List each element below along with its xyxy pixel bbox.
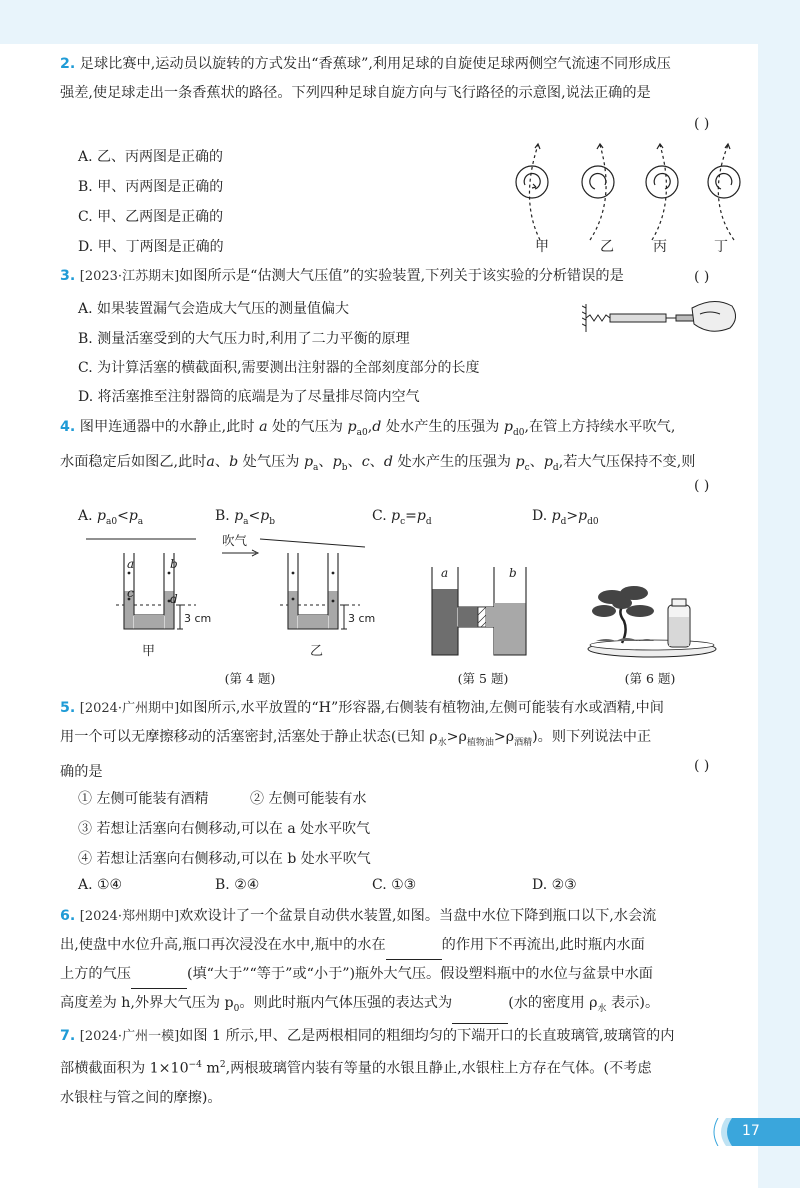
- q5-line2g: )。则下列说法中正: [532, 729, 652, 745]
- q7-line3: 水银柱与管之间的摩擦)。: [60, 1089, 222, 1106]
- q6-line4f: 表示)。: [606, 995, 660, 1011]
- q2-label-ding: 丁: [714, 239, 728, 255]
- page-number: 17: [742, 1123, 760, 1139]
- q4-var-c2: c: [361, 453, 370, 470]
- q5-number: 5.: [60, 700, 76, 716]
- q3-option-a: A. 如果装置漏气会造成大气压的测量值偏大: [78, 301, 350, 317]
- q2-label-bing: 丙: [653, 239, 667, 255]
- question-3: [60, 262, 750, 291]
- q4-fig-jia-label: 甲: [142, 644, 156, 659]
- q6-line4c: 。则此时瓶内气体压强的表达式为: [239, 995, 453, 1011]
- q7-sup-exp: −4: [188, 1060, 202, 1070]
- q4-var-a2: a: [206, 453, 215, 470]
- top-band: [0, 0, 800, 44]
- page-number-tab: [712, 1118, 800, 1146]
- q4-sub-d0: d0: [512, 427, 525, 438]
- q3-syringe-figure: [582, 294, 742, 340]
- q5-item-3: ③ 若想让活塞向右侧移动,可以在 a 处水平吹气: [78, 821, 371, 837]
- q5-item-2: ② 左侧可能装有水: [250, 791, 367, 807]
- q4-var-pa0: p: [347, 419, 357, 435]
- q6-line3b: (填“大于”“等于”或“小于”)瓶外大气压。假设塑料瓶中的水位与盆景中水面: [186, 966, 653, 982]
- q7-sup-2: 2: [219, 1060, 226, 1070]
- q6-line3a: 上方的气压: [60, 966, 131, 982]
- q4-option-c-label: C.: [372, 508, 387, 524]
- q3-option-c: C. 为计算活塞的横截面积,需要测出注射器的全部刻度部分的长度: [78, 360, 480, 376]
- q4-text-2b: 处气压为: [242, 453, 300, 470]
- q4-text-1b: 处的气压为: [272, 419, 343, 435]
- q6-sub-water: 水: [597, 1003, 607, 1014]
- q5-fig-label-a: a: [441, 566, 449, 580]
- q4-var-a: a: [259, 419, 268, 435]
- q5-sub-alcohol: 酒精: [514, 737, 533, 748]
- q5-line1: 如图所示,水平放置的“H”形容器,右侧装有植物油,左侧可能装有水或酒精,中间: [179, 700, 664, 716]
- q4-blow-arrow: [222, 549, 262, 557]
- q4-text-2d: ,若大气压保持不变,则: [558, 453, 696, 470]
- q3-number: 3.: [60, 268, 76, 284]
- q2-answer-paren: ( ): [694, 116, 710, 132]
- question-5: [60, 694, 750, 787]
- q7-line2c: m: [201, 1060, 220, 1077]
- q4-fig-label-d: d: [170, 592, 178, 606]
- q6-sub-0: 0: [233, 1003, 240, 1014]
- q6-source-tag: [2024·郑州期中]: [79, 909, 180, 924]
- q2-label-yi: 乙: [600, 239, 614, 255]
- q4-fig-yi-cm: 3 cm: [348, 612, 376, 625]
- question-7: [60, 1022, 750, 1113]
- q3-source-tag: [2023·江苏期末]: [79, 269, 180, 284]
- q2-option-a: A. 乙、丙两图是正确的: [78, 149, 224, 165]
- q6-line1: 欢欢设计了一个盆景自动供水装置,如图。当盘中水位下降到瓶口以下,水会流: [179, 908, 657, 924]
- q3-option-d: D. 将活塞推至注射器筒的底端是为了尽量排尽筒内空气: [78, 389, 420, 405]
- q2-line1: 足球比赛中,运动员以旋转的方式发出“香蕉球”,利用足球的自旋使足球两侧空气流速不同形成压: [79, 56, 671, 72]
- right-margin-band: [758, 44, 800, 1188]
- q4-option-d: D. $p_d>p_{d0}$: [532, 508, 599, 527]
- q7-line2a: 部横截面积为 1×10: [60, 1060, 189, 1077]
- q4-sub-a0: a0: [356, 427, 368, 438]
- q5-sub-oil: 植物油: [466, 737, 494, 748]
- q6-blank-3[interactable]: [452, 1005, 508, 1024]
- q4-text-1c: ,: [367, 419, 373, 435]
- q4-text-1d: 处水产生的压强为: [385, 419, 500, 435]
- q6-bonsai-figure: [582, 583, 722, 661]
- q2-option-b: B. 甲、丙两图是正确的: [78, 179, 224, 195]
- q4-option-c: C. $p_c=p_d$: [372, 508, 432, 527]
- q4-figure-yi: [250, 533, 370, 653]
- q4-fig-label-a: a: [127, 557, 135, 571]
- q6-line4a: 高度差为 h,外界大气压为 p: [60, 995, 234, 1011]
- q2-option-d: D. 甲、丁两图是正确的: [78, 239, 224, 255]
- q4-option-d-label: D.: [532, 508, 548, 524]
- q4-var-d: d: [372, 419, 382, 435]
- q6-blank-2[interactable]: [131, 970, 187, 989]
- q7-source-tag: [2024·广州一模]: [79, 1029, 180, 1044]
- q5-option-c: C. ①③: [372, 877, 417, 893]
- q4-fig-yi-label: 乙: [310, 644, 324, 659]
- q5-line3: 确的是: [60, 763, 103, 780]
- q5-line2a: 用一个可以无摩擦移动的活塞密封,活塞处于静止状态(已知 ρ: [60, 729, 438, 745]
- q3-option-b: B. 测量活塞受到的大气压力时,利用了二力平衡的原理: [78, 331, 410, 347]
- q4-text-2c: 处水产生的压强为: [397, 453, 511, 470]
- q5-option-d: D. ②③: [532, 877, 577, 893]
- q6-number: 6.: [60, 908, 76, 924]
- q4-text-1e: ,在管上方持续水平吹气,: [524, 419, 676, 435]
- q5-answer-paren: ( ): [694, 758, 710, 774]
- q7-line1: 如图 1 所示,甲、乙是两根相同的粗细均匀的下端开口的长直玻璃管,玻璃管的内: [179, 1028, 675, 1044]
- q6-line2b: 的作用下不再流出,此时瓶内水面: [441, 937, 645, 953]
- q2-option-c: C. 甲、乙两图是正确的: [78, 209, 224, 225]
- q5-item-4: ④ 若想让活塞向右侧移动,可以在 b 处水平吹气: [78, 851, 371, 867]
- q4-fig-jia-cm: 3 cm: [184, 612, 212, 625]
- q2-number: 2.: [60, 56, 76, 72]
- q4-blow-label: 吹气: [222, 533, 248, 548]
- q5-caption: (第 5 题): [457, 671, 509, 686]
- q4-option-b-label: B.: [215, 508, 230, 524]
- q5-line2e: >ρ: [493, 729, 515, 745]
- q4-option-a: A. $p_{a0}<p_a$: [78, 508, 144, 527]
- q4-fig-label-c: c: [127, 586, 134, 600]
- q4-caption: (第 4 题): [224, 671, 276, 686]
- q5-source-tag: [2024·广州期中]: [79, 701, 180, 716]
- q7-number: 7.: [60, 1028, 76, 1044]
- q4-option-a-label: A.: [78, 508, 93, 524]
- q6-caption: (第 6 题): [624, 671, 676, 686]
- q6-line4d: (水的密度用 ρ: [508, 995, 598, 1011]
- q6-line2a: 出,使盘中水位升高,瓶口再次浸没在水中,瓶中的水在: [60, 937, 386, 953]
- q4-var-pd0: p: [503, 419, 513, 435]
- q5-item-1: ① 左侧可能装有酒精: [78, 791, 209, 807]
- q4-text-2a: 水面稳定后如图乙,此时: [60, 453, 207, 470]
- q5-option-a: A. ①④: [78, 877, 123, 893]
- q2-line2: 强差,使足球走出一条香蕉状的路径。下列四种足球自旋方向与飞行路径的示意图,说法正确的是: [60, 85, 651, 101]
- q5-sub-water: 水: [437, 737, 447, 748]
- q5-line2c: >ρ: [446, 729, 467, 745]
- question-4: 4. 图甲连通器中的水静止,此时 a 处的气压为 $p_{a0},d$ 处水产生的压强为 $p_{d0}$,在管上方持续水平吹气, 水面稳定后如图乙,此时a、b 处气压为 $p_a$、$p_b$、c、d 处水产生的压强为 $p_c$、$p_d$,若大气压保持不变,则: [60, 419, 696, 473]
- q3-stem: 如图所示是“估测大气压值”的实验装置,下列关于该实验的分析错误的是: [179, 268, 624, 284]
- q4-number: 4.: [60, 419, 76, 435]
- q2-label-jia: 甲: [535, 239, 549, 255]
- q3-answer-paren: ( ): [694, 269, 710, 285]
- q4-answer-paren: ( ): [694, 478, 710, 494]
- q6-blank-1[interactable]: [386, 941, 442, 960]
- question-2: [60, 50, 750, 108]
- q4-var-b2: b: [229, 453, 239, 470]
- question-6: [60, 902, 750, 1024]
- q4-var-d2: d: [383, 453, 393, 470]
- q4-figure-jia: [86, 533, 206, 653]
- q4-text-1a: 图甲连通器中的水静止,此时: [79, 419, 255, 435]
- q5-fig-label-b: b: [509, 566, 517, 580]
- q4-option-b: B. $p_a<p_b$: [215, 508, 276, 527]
- q5-option-b: B. ②④: [215, 877, 260, 893]
- q4-fig-label-b: b: [170, 557, 178, 571]
- q7-line2e: ,两根玻璃管内装有等量的水银且静止,水银柱上方存在气体。(不考虑: [225, 1060, 652, 1077]
